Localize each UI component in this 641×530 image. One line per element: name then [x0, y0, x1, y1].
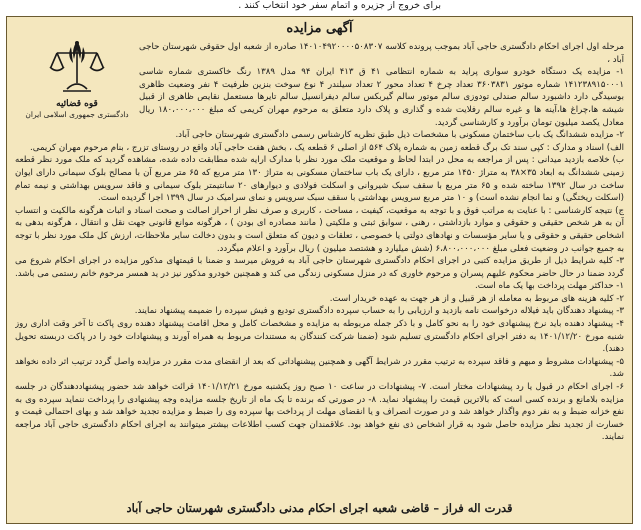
- notice-body: [15, 41, 624, 491]
- emblem-caption-judiciary: قوه قضائیه: [56, 99, 98, 109]
- paragraph-deposit: ۳- پیشنهاد دهندگان باید فیلاله درخواست نامه بازدید و ارزیابی را به حساب سپرده دادگستری تودیع و فیش سپرده را ضمیمه پیشنهاد نمایند.: [134, 306, 624, 317]
- paragraph-submission: ۴- پیشنهاد دهنده باید نرخ پیشنهادی خود را به نحو کامل و با ذکر جمله مربوطه به مزایده و مشخصات کامل و محل اقامت پیشنهاد دهنده روی پاکت تا آخر وقت اداری روز شنبه مورخ ۱۴۰۱/۱۲/۲۰ به دفتر اجرای احکام دادگستری تسلیم شود (ضمنا شرکت کنندگان به مستندات مربوط به همراه آورند و پیشنهادات خود را در پاکت دربسته تحویل دهند).: [15, 319, 624, 355]
- emblem-caption-court: دادگستری جمهوری اسلامی ایران: [25, 110, 129, 119]
- paragraph-costs: ۲- کلیه هزینه های مربوط به معامله از هر قبیل و از هر جهت به عهده خریدار است.: [329, 293, 624, 304]
- paragraph-vehicle: ۱- مزایده یک دستگاه خودرو سواری پراید به شماره انتظامی ۴۱ ق ۴۱۳ ایران ۹۴ مدل ۱۳۸۹ رنگ خاکستری شماره شاسی ۱۴۱۲۳۸۹۱۵۰۰۰۱ شماره موتور ۳۶۰۳۸۳۱ تعداد چرخ ۴ تعداد محور ۲ تعداد سیلندر ۴ نوع سوخت بنزین ظرفیت ۴ نفر وضعیت ظاهری بوسیدگی دارد داشبورد سالم صندلی تودوزی سالم موتور سالم گیربکس سالم دیفرانسیل سالم تایرها مستعمل نقایص ظاهری از قبیل شیشه ها،چراغ ها،آینه ها و غیره سالم رفلایت شده و گذاری و پلاک دارد متعلق به مرحوم مهران کریمی که مبلغ ۱۸۰،۰۰۰،۰۰۰ ریال معادل یکصد میلیون تومان برآورد و کارشناسی گردید.: [139, 67, 624, 128]
- auction-notice: [6, 16, 633, 524]
- judge-signature: قدرت اله فراز – قاضی شعبه اجرای احکام مدنی دادگستری شهرستان حاجی آباد: [126, 501, 513, 515]
- paragraph-expert-result: ج) نتیجه کارشناسی : با عنایت به مراتب فوق و با توجه به موقعیت، کیفیت ، مساحت ، کاربری و صرف نظر از احراز اصالت و صحت اسناد و اثبات هرگونه مالکیت و انتساب آن به هر شخص حقیقی و حقوقی و موارد بازداشتی ، رهنی ، سوابق ثبتی و ملکیتی ( مانند مصادره ای بودن ) ، هرگونه موانع قانونی جهت نقل و انتقال ، هرگونه بدهی به اشخاص حقیقی و حقوقی و یا سایر مؤسسات و نهادهای دولتی یا خصوصی ، تعلقات و دیون که متعلق است و بدون دخالت سایر ملاحظات، ارزش کل ملک مورد نظر با توجه به جمیع جوانب در وضعیت فعلی مبلغ ۶،۸۰۰،۰۰۰،۰۰۰ (شش میلیارد و هشتصد میلیون ) ریال برآورد و اعلام میگردد.: [15, 205, 624, 254]
- paragraph-intro: مرحله اول اجرای احکام دادگستری حاجی آباد بموجب پرونده کلاسه ۱۴۰۱۰۴۹۲۰۰۰۰۵۰۸۳۰۷ صادره از شعبه اول حقوقی شهرستان حاجی آباد ،: [139, 42, 624, 65]
- paragraph-documents: الف) اسناد و مدارک : کپی سند تک برگ قطعه زمین به شماره پلاک ۵۶۴ از اصلی ۶ قطعه یک ، بخش هفت حاجی آباد واقع در روستای تزرج ، بنام مرحوم مهران کریمی.: [30, 142, 624, 153]
- paragraph-final-terms: ۶- اجرای احکام در قبول یا رد پیشنهادات مختار است. ۷- پیشنهادات در ساعت ۱۰ صبح روز یکشنبه مورخ ۱۴۰۱/۱۲/۲۱ قرائت خواهد شد حضور پیشنهاددهندگان در جلسه مزایده بلامانع و برنده کسی است که بالاترین قیمت را پیشنهاد نماید. ۸- در صورتی که برنده تا یک ماه از تاریخ جلسه مزایده وجه پیشنهادی را پرداخت ننماید سپرده وی به نفع خزانه ضبط و به نفر دوم واگذار خواهد شد و در صورت انصراف و یا انقضای مهلت از پرداخت بها سپرده وی را ضبط و مزایده تجدید خواهد شد و بهای احتمالی قیمت و خسارت از تجدید نظر مزایده حاصل شود به قرار اشخاص ذی نفع خواهد بود. علاقمندان جهت کسب اطلاعات بیشتر میتوانند به اجرای احکام دادگستری حاجی آباد مراجعه نمایند.: [15, 382, 624, 443]
- paragraph-invalid-bids: ۵- پیشنهادات مشروط و مبهم و فاقد سپرده به ترتیب مقرر در شرایط آگهی و همچنین پیشنهاداتی که بعد از انقضای مدت مقرر در مزایده واصل گردد ترتیب اثر داده نخواهد شد.: [15, 356, 624, 380]
- notice-title: آگهی مزایده: [286, 21, 353, 36]
- top-text-fragment: برای خروج از جزیره و اتمام سفر خود انتخاب کنند .: [238, 0, 441, 11]
- paragraph-conditions: ۳- کلیه شرایط ذیل از طریق مزایده کتبی در اجرای احکام دادگستری شهرستان حاجی آباد به فروش میرسد و ضمنا با قیمتهای مذکور مزایده در اجرای احکام شروع می گردد ضمنا در حال حاضر محکوم علیهم پسران و مرحوم خاوری که در منزل مسکونی زندگی می کند و همچنین خودرو مذکور نیز در ید همسر مرحوم خانم رستمی می باشد. ۱- حداکثر مهلت پرداخت بها یک ماه است.: [15, 256, 624, 292]
- paragraph-building: ۲- مزایده ششدانگ یک باب ساختمان مسکونی با مشخصات ذیل طبق نظریه کارشناس رسمی دادگستری شهرستان حاجی آباد.: [175, 130, 624, 141]
- paragraph-field-visit: ب) خلاصه بازدید میدانی : پس از مراجعه به محل در ابتدا لحاظ و موقعیت ملک مورد نظر با مدارک ارایه شده مطابقت داده شده، مشاهده گردید که ملک مورد نظر قطعه زمینی ششدانگ به ابعاد ۳۵×۳۸ به متراژ ۱۴۵۰ متر مربع ، دارای یک باب ساختمان مسکونی به متراژ ۱۳۰ متر مربع که ۶۵ متر مربع آن با مصالح بلوک سیمانی دارای ایوان ساخت در سال ۱۳۹۲ ساخته شده و ۶۵ متر مربع با سقف سبک شیروانی و اسکلت فولادی و دیوارهای ۲۰ سانتیمتر بلوک سیمانی و فاقد سرویس بهداشتی و نیمه تمام (اسکلت ریختگی) و نما انجام نشده است) و ۱۰ متر مربع سرویس بهداشتی با سقف سبک سرویس و نمای سرامیک در سال ۱۳۹۹ اجرا گردیده است.: [15, 155, 624, 204]
